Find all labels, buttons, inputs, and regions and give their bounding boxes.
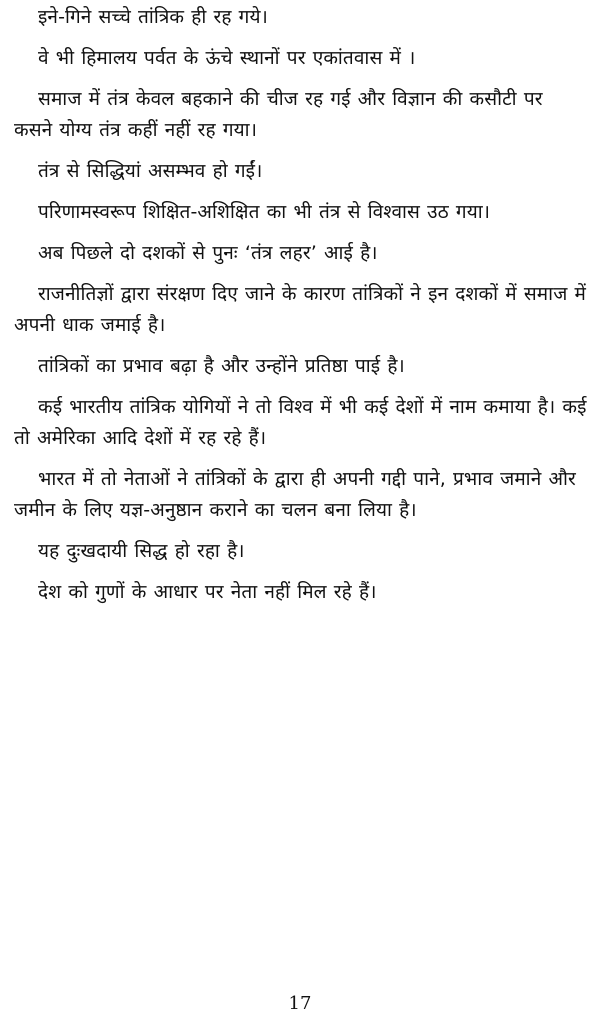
paragraph-10: भारत में तो नेताओं ने तांत्रिकों के द्वारा ही अपनी गद्दी पाने, प्रभाव जमाने और जमीन के लिए यज्ञ-अनुष्ठान कराने का चलन बना लिया है।	[14, 468, 576, 521]
paragraph-11: यह दुःखदायी सिद्ध हो रहा है।	[38, 540, 245, 562]
paragraph-7: राजनीतिज्ञों द्वारा संरक्षण दिए जाने के कारण तांत्रिकों ने इन दशकों में समाज में अपनी धाक जमाई है।	[14, 283, 586, 336]
paragraph-3: समाज में तंत्र केवल बहकाने की चीज रह गई और विज्ञान की कसौटी पर कसने योग्य तंत्र कहीं नहीं रह गया।	[14, 88, 543, 141]
paragraph-1: इने-गिने सच्चे तांत्रिक ही रह गये।	[38, 6, 268, 28]
paragraph-9: कई भारतीय तांत्रिक योगियों ने तो विश्व में भी कई देशों में नाम कमाया है। कई तो अमेरिका आदि देशों में रह रहे हैं।	[14, 396, 587, 449]
paragraph-12: देश को गुणों के आधार पर नेता नहीं मिल रहे हैं।	[38, 581, 377, 603]
paragraph-6: अब पिछले दो दशकों से पुनः ‘तंत्र लहर’ आई है।	[38, 242, 378, 264]
page-body-text	[14, 2, 588, 618]
paragraph-8: तांत्रिकों का प्रभाव बढ़ा है और उन्होंने प्रतिष्ठा पाई है।	[38, 355, 405, 377]
paragraph-4: तंत्र से सिद्धियां असम्भव हो गईं।	[38, 160, 263, 182]
paragraph-2: वे भी हिमालय पर्वत के ऊंचे स्थानों पर एकांतवास में ।	[38, 47, 416, 69]
page-number: 17	[288, 993, 312, 1014]
paragraph-5: परिणामस्वरूप शिक्षित-अशिक्षित का भी तंत्र से विश्वास उठ गया।	[38, 201, 491, 223]
